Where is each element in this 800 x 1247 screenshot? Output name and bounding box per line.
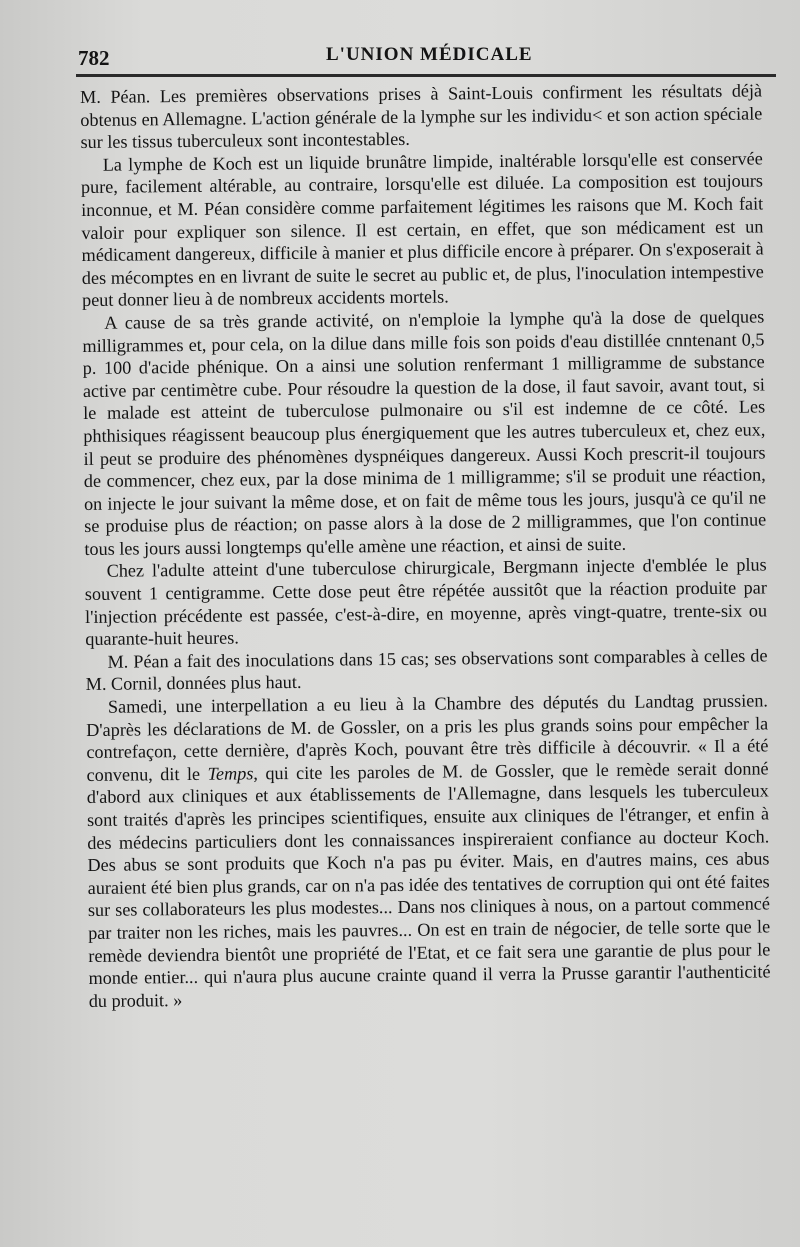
paragraph-1: M. Péan. Les premières observations prises à Saint-Louis confirment les résultats déjà obtenus en Allemagne. L'action générale de la lymphe sur les individu< et son action spéciale sur les tissus tuberculeux sont incontestables.	[80, 80, 763, 153]
paragraph-2: La lymphe de Koch est un liquide brunâtre limpide, inaltérable lorsqu'elle est conservée pure, facilement altérable, au contraire, lorsqu'elle est diluée. La composition est toujours inconnue, et M. Péan considère comme parfaitement légitimes les raisons que M. Koch fait valoir pour expliquer son silence. Il est certain, en effet, que son médicament est un médicament dangereux, difficile à manier et plus difficile encore à préparer. On s'exposerait à des mécomptes en en livrant de suite le secret au public et, de plus, l'inoculation intempestive peut donner lieu à de nombreux accidents mortels.	[80, 148, 764, 311]
paragraph-3: A cause de sa très grande activité, on n'emploie la lymphe qu'à la dose de quelques milligrammes et, pour cela, on la dilue dans mille fois son poids d'eau distillée cnntenant 0,5 p. 100 d'acide phénique. On a ainsi une solution renfermant 1 milligramme de substance active par centimètre cube. Pour résoudre la question de la dose, il faut savoir, avant tout, si le malade est atteint de tuberculose pulmonaire ou s'il est indemne de ce côté. Les phthisiques réagissent beaucoup plus énergiquement que les autres tuberculeux et, chez eux, il peut se produire des phénomènes dyspnéiques dangereux. Aussi Koch prescrit-il toujours de commencer, chez eux, par la dose minima de 1 milligramme; s'il se produit une réaction, on injecte le jour suivant la même dose, et on fait de même tous les jours, jusqu'à ce qu'il ne se produise plus de réaction; on passe alors à la dose de 2 milligrammes, que l'on continue tous les jours aussi longtemps qu'elle amène une réaction, et ainsi de suite.	[82, 306, 767, 559]
paragraph-5: M. Péan a fait des inoculations dans 15 cas; ses observations sont comparables à celles de M. Cornil, données plus haut.	[85, 645, 768, 695]
paragraph-6-italic-title: Temps	[207, 763, 254, 784]
page-number: 782	[78, 46, 110, 70]
paragraph-4: Chez l'adulte atteint d'une tuberculose chirurgicale, Bergmann injecte d'emblée le plus souvent 1 centigramme. Cette dose peut être répétée aussitôt que la réaction produite par l'injection précédente est passée, c'est-à-dire, en moyenne, après vingt-quatre, trente-six ou quarante-huit heures.	[84, 554, 768, 650]
running-head	[0, 38, 800, 78]
journal-title: L'UNION MÉDICALE	[326, 44, 533, 65]
paragraph-6	[86, 689, 771, 1012]
paragraph-6-part-a: Samedi, une interpellation a eu lieu à la Chambre des députés du Landtag prussien. D'après les déclarations de M. de Gossler, on a pris les plus grands soins pour empêcher la contrefaçon, cette dernière, d'après Koch, pouvant être très difficile à découvrir. « Il a été convenu, dit le	[86, 690, 769, 785]
article-body	[80, 79, 771, 1012]
paragraph-6-part-b: , qui cite les paroles de M. de Gossler, que le remède serait donné d'abord aux cliniques et aux établissements de l'Allemagne, dans lesquels les tuberculeux sont traités d'après les principes scientifiques, ensuite aux cliniques de l'étranger, et enfin à des médecins particuliers dont les connaissances inspireraient confiance au docteur Koch. Des abus se sont produits que Koch n'a pas pu éviter. Mais, en d'autres mains, ces abus auraient été bien plus grands, car on n'a pas idée des tentatives de corruption qui ont été faites sur ses collaborateurs les plus modestes... Dans nos cliniques à nous, on a partout commencé par traiter non les riches, mais les pauvres... On est en train de négocier, de telle sorte que le remède deviendra bientôt une propriété de l'Etat, et ce fait sera une garantie de plus pour le monde entier... qui n'aura plus aucune crainte quand il verra la Prusse garantir l'authenticité du produit. »	[86, 758, 771, 1011]
header-rule	[76, 74, 776, 77]
